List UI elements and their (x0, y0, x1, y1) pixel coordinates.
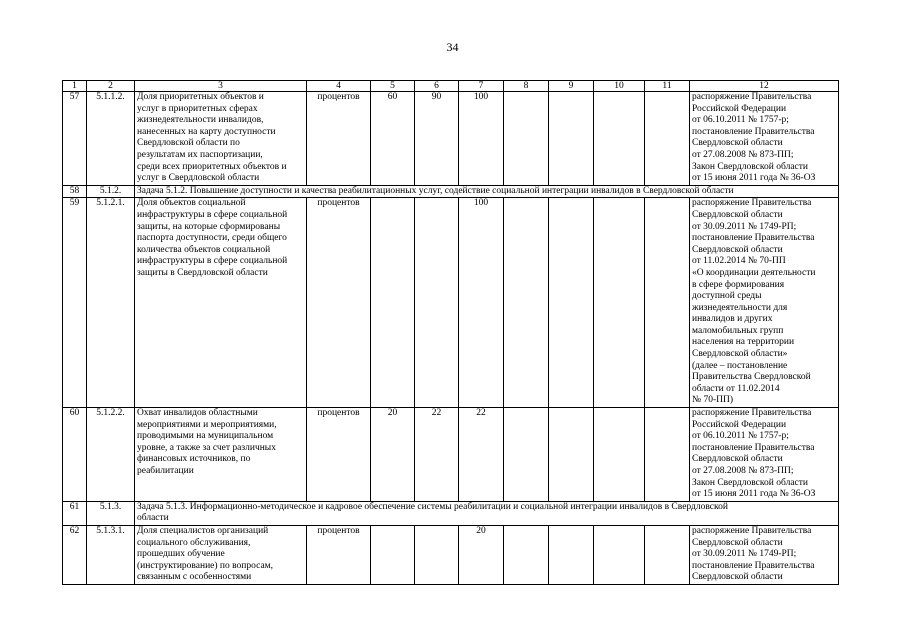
value-col6: 22 (415, 408, 459, 502)
header-cell: 11 (645, 81, 690, 92)
value-col9 (549, 92, 594, 186)
value-col6: 90 (415, 92, 459, 186)
value-col8 (504, 198, 549, 408)
indicator-code: 5.1.1.2. (87, 92, 135, 186)
header-cell: 3 (135, 81, 307, 92)
unit: процентов (307, 92, 371, 186)
value-col9 (549, 408, 594, 502)
value-col8 (504, 525, 549, 584)
header-cell: 5 (371, 81, 415, 92)
value-col7: 100 (459, 92, 504, 186)
header-cell: 9 (549, 81, 594, 92)
value-col11 (645, 198, 690, 408)
row-number: 61 (63, 501, 87, 525)
page-number: 34 (446, 40, 459, 54)
value-col7: 22 (459, 408, 504, 502)
row-number: 57 (63, 92, 87, 186)
value-col11 (645, 525, 690, 584)
source-document: распоряжение Правительства Российской Федерации от 06.10.2011 № 1757-р; постановление Правительства Свердловской области от 27.08.2008 № 873-ПП; Закон Свердловской области от 15 июня 2011 года № 36-ОЗ (690, 408, 839, 502)
unit: процентов (307, 525, 371, 584)
value-col10 (594, 408, 645, 502)
header-cell: 7 (459, 81, 504, 92)
value-col5 (371, 525, 415, 584)
source-document: распоряжение Правительства Свердловской области от 30.09.2011 № 1749-РП; постановление Правительства Свердловской области от 11.02.2014 № 70-ПП «О координации деятельности в сфере формирования доступной среды жизнедеятельности для инвалидов и других маломобильных групп населения на территории Свердловской области» (далее – постановление Правительства Свердловской области от 11.02.2014 № 70-ПП) (690, 198, 839, 408)
header-cell: 10 (594, 81, 645, 92)
row-number: 59 (63, 198, 87, 408)
header-cell: 4 (307, 81, 371, 92)
indicator-code: 5.1.2.2. (87, 408, 135, 502)
indicator-name: Охват инвалидов областными мероприятиями и мероприятиями, проводимыми на муниципальном уровне, а также за счет различных финансовых источников, по реабилитации (135, 408, 307, 502)
header-cell: 6 (415, 81, 459, 92)
table-row (63, 525, 839, 584)
task-title: Задача 5.1.2. Повышение доступности и качества реабилитационных услуг, содействие социальной интеграции инвалидов в Свердловской области (135, 185, 839, 198)
indicator-code: 5.1.3.1. (87, 525, 135, 584)
row-number: 60 (63, 408, 87, 502)
value-col8 (504, 92, 549, 186)
unit: процентов (307, 408, 371, 502)
value-col10 (594, 92, 645, 186)
column-number-header (63, 81, 839, 92)
value-col7: 20 (459, 525, 504, 584)
value-col5: 60 (371, 92, 415, 186)
task-title: Задача 5.1.3. Информационно-методическое и кадровое обеспечение системы реабилитации и социальной интеграции инвалидов в Свердловской области (135, 501, 839, 525)
task-code: 5.1.2. (87, 185, 135, 198)
table-row (63, 198, 839, 408)
value-col10 (594, 525, 645, 584)
value-col6 (415, 525, 459, 584)
value-col9 (549, 198, 594, 408)
value-col11 (645, 92, 690, 186)
header-cell: 1 (63, 81, 87, 92)
header-cell: 8 (504, 81, 549, 92)
header-cell: 2 (87, 81, 135, 92)
value-col8 (504, 408, 549, 502)
task-code: 5.1.3. (87, 501, 135, 525)
unit: процентов (307, 198, 371, 408)
value-col7: 100 (459, 198, 504, 408)
source-document: распоряжение Правительства Российской Федерации от 06.10.2011 № 1757-р; постановление Правительства Свердловской области от 27.08.2008 № 873-ПП; Закон Свердловской области от 15 июня 2011 года № 36-ОЗ (690, 92, 839, 186)
indicators-table (62, 80, 839, 585)
indicator-name: Доля приоритетных объектов и услуг в приоритетных сферах жизнедеятельности инвалидов, нанесенных на карту доступности Свердловской области по результатам их паспортизации, среди всех приоритетных объектов и услуг в Свердловской области (135, 92, 307, 186)
task-row (63, 185, 839, 198)
value-col5 (371, 198, 415, 408)
row-number: 58 (63, 185, 87, 198)
indicator-code: 5.1.2.1. (87, 198, 135, 408)
value-col11 (645, 408, 690, 502)
row-number: 62 (63, 525, 87, 584)
value-col10 (594, 198, 645, 408)
table-row (63, 408, 839, 502)
source-document: распоряжение Правительства Свердловской области от 30.09.2011 № 1749-РП; постановление Правительства Свердловской области (690, 525, 839, 584)
value-col5: 20 (371, 408, 415, 502)
indicator-name: Доля объектов социальной инфраструктуры в сфере социальной защиты, на которые сформированы паспорта доступности, среди общего количества объектов социальной инфраструктуры в сфере социальной защиты в Свердловской области (135, 198, 307, 408)
value-col6 (415, 198, 459, 408)
value-col9 (549, 525, 594, 584)
indicator-name: Доля специалистов организаций социального обслуживания, прошедших обучение (инструктирование) по вопросам, связанным с особенностями (135, 525, 307, 584)
task-row (63, 501, 839, 525)
header-cell: 12 (690, 81, 839, 92)
table-row (63, 92, 839, 186)
